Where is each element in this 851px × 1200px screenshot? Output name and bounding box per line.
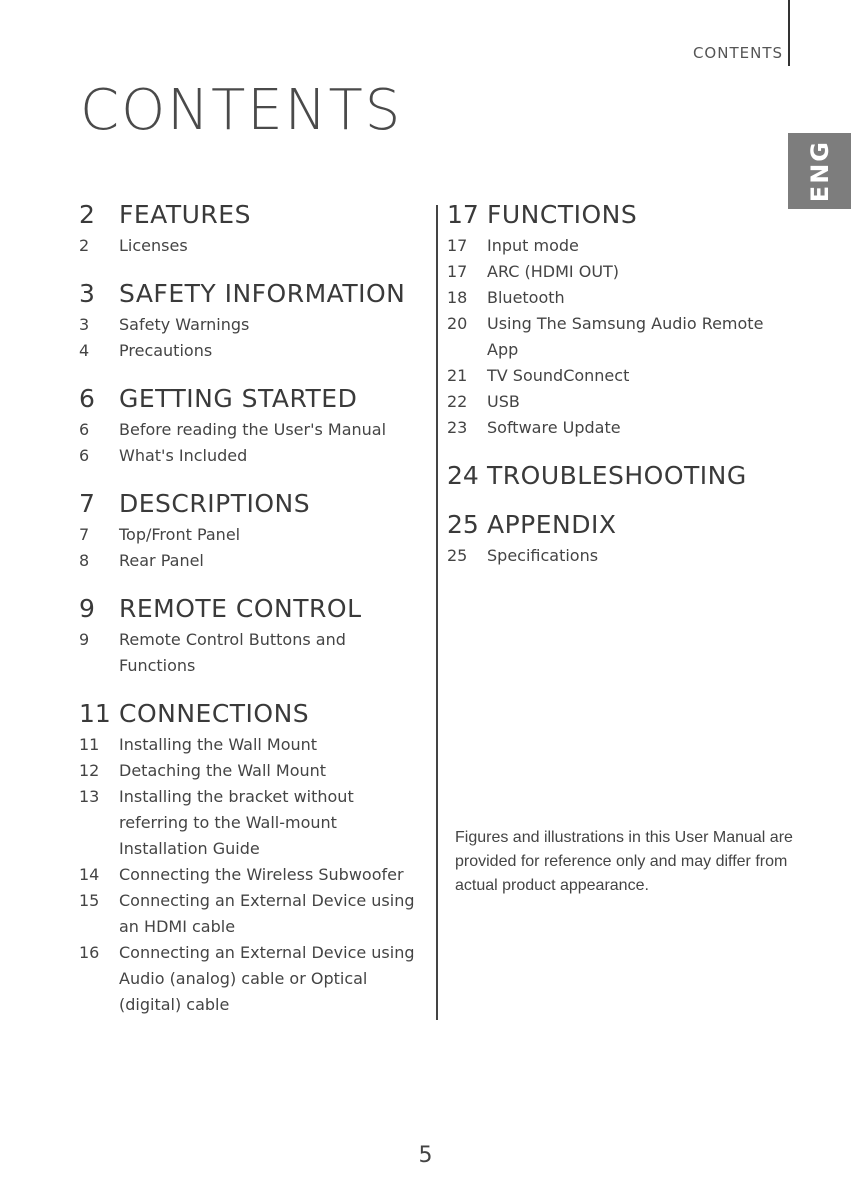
entry-page-number: 23 <box>447 418 468 437</box>
section-heading[interactable] <box>447 200 787 229</box>
entry-title: Top/Front Panel <box>119 525 241 544</box>
section-heading[interactable] <box>79 489 419 518</box>
section-heading[interactable] <box>79 699 419 728</box>
toc-section <box>79 384 419 469</box>
header-rule <box>788 0 790 66</box>
entry-title: Remote Control Buttons and Functions <box>119 630 346 675</box>
section-title: FEATURES <box>119 200 251 229</box>
entry-title: Detaching the Wall Mount <box>119 761 327 780</box>
toc-section <box>79 279 419 364</box>
entry-page-number: 3 <box>79 315 90 334</box>
entry-page-number: 8 <box>79 551 90 570</box>
entry-page-number: 2 <box>79 236 90 255</box>
section-page-number: 25 <box>447 510 479 539</box>
entry-page-number: 16 <box>79 943 100 962</box>
entry-page-number: 22 <box>447 392 468 411</box>
section-page-number: 11 <box>79 699 111 728</box>
section-title: GETTING STARTED <box>119 384 358 413</box>
entry-title: Connecting the Wireless Subwoofer <box>119 865 404 884</box>
section-heading[interactable] <box>447 510 787 539</box>
entry-page-number: 21 <box>447 366 468 385</box>
toc-entry[interactable] <box>79 522 419 548</box>
entry-title: Precautions <box>119 341 213 360</box>
toc-entry[interactable] <box>447 285 787 311</box>
section-heading[interactable] <box>79 384 419 413</box>
entry-title: What's Included <box>119 446 248 465</box>
toc-entry[interactable] <box>79 732 419 758</box>
entry-page-number: 12 <box>79 761 100 780</box>
toc-section <box>79 699 419 1018</box>
language-tab <box>788 133 851 209</box>
entry-title: Bluetooth <box>487 288 565 307</box>
entry-page-number: 11 <box>79 735 100 754</box>
toc-right-column <box>447 200 787 589</box>
page-title: CONTENTS <box>80 78 403 143</box>
running-header: CONTENTS <box>692 44 783 62</box>
entry-title: Software Update <box>487 418 621 437</box>
section-title: REMOTE CONTROL <box>119 594 362 623</box>
section-heading[interactable] <box>79 594 419 623</box>
entry-page-number: 6 <box>79 446 90 465</box>
entry-page-number: 13 <box>79 787 100 806</box>
toc-entry[interactable] <box>79 862 419 888</box>
toc-entry[interactable] <box>79 233 419 259</box>
entry-title: Using The Samsung Audio Remote App <box>487 314 764 359</box>
toc-entry[interactable] <box>79 312 419 338</box>
page-number: 5 <box>418 1143 433 1168</box>
section-page-number: 9 <box>79 594 95 623</box>
entry-title: Installing the Wall Mount <box>119 735 318 754</box>
section-page-number: 7 <box>79 489 95 518</box>
toc-entry[interactable] <box>79 758 419 784</box>
entry-page-number: 17 <box>447 236 468 255</box>
section-page-number: 17 <box>447 200 479 229</box>
section-title: DESCRIPTIONS <box>119 489 311 518</box>
toc-section <box>79 200 419 259</box>
toc-entry[interactable] <box>79 417 419 443</box>
entry-title: Rear Panel <box>119 551 204 570</box>
section-title: SAFETY INFORMATION <box>119 279 406 308</box>
toc-left-column <box>79 200 419 1038</box>
entry-title: Specifications <box>487 546 599 565</box>
section-page-number: 24 <box>447 461 479 490</box>
toc-entry[interactable] <box>79 784 419 862</box>
toc-entry[interactable] <box>79 888 419 940</box>
entry-page-number: 4 <box>79 341 90 360</box>
toc-section <box>447 200 787 441</box>
entry-page-number: 15 <box>79 891 100 910</box>
toc-entry[interactable] <box>79 627 419 679</box>
entry-title: Installing the bracket without referring to the Wall-mount Installation Guide <box>119 787 354 858</box>
language-tab-label: ENG <box>805 139 834 203</box>
section-heading[interactable] <box>79 279 419 308</box>
section-page-number: 3 <box>79 279 95 308</box>
entry-title: Before reading the User's Manual <box>119 420 387 439</box>
toc-entry[interactable] <box>79 940 419 1018</box>
toc-entry[interactable] <box>447 389 787 415</box>
toc-entry[interactable] <box>79 338 419 364</box>
entry-title: ARC (HDMI OUT) <box>487 262 620 281</box>
entry-title: TV SoundConnect <box>487 366 630 385</box>
toc-section <box>447 461 787 490</box>
entry-page-number: 9 <box>79 630 90 649</box>
toc-section <box>79 594 419 679</box>
toc-entry[interactable] <box>447 543 787 569</box>
toc-entry[interactable] <box>447 311 787 363</box>
entry-title: Licenses <box>119 236 188 255</box>
toc-entry[interactable] <box>447 363 787 389</box>
entry-title: Connecting an External Device using an HDMI cable <box>119 891 415 936</box>
section-page-number: 2 <box>79 200 95 229</box>
entry-title: Safety Warnings <box>119 315 250 334</box>
entry-page-number: 7 <box>79 525 90 544</box>
column-divider <box>436 205 438 1020</box>
entry-title: Input mode <box>487 236 579 255</box>
entry-page-number: 17 <box>447 262 468 281</box>
toc-entry[interactable] <box>447 233 787 259</box>
entry-page-number: 18 <box>447 288 468 307</box>
section-title: APPENDIX <box>487 510 617 539</box>
entry-title: Connecting an External Device using Audio (analog) cable or Optical (digital) cable <box>119 943 415 1014</box>
toc-entry[interactable] <box>447 259 787 285</box>
entry-page-number: 6 <box>79 420 90 439</box>
section-heading[interactable] <box>447 461 787 490</box>
disclaimer-note: Figures and illustrations in this User Manual are provided for reference only and may differ from actual product appearance. <box>455 829 793 894</box>
toc-section <box>79 489 419 574</box>
section-title: FUNCTIONS <box>487 200 638 229</box>
entry-page-number: 20 <box>447 314 468 333</box>
toc-entry[interactable] <box>79 443 419 469</box>
entry-page-number: 25 <box>447 546 468 565</box>
toc-entry[interactable] <box>79 548 419 574</box>
toc-section <box>447 510 787 569</box>
section-title: CONNECTIONS <box>119 699 310 728</box>
section-page-number: 6 <box>79 384 95 413</box>
entry-title: USB <box>487 392 520 411</box>
section-title: TROUBLESHOOTING <box>487 461 747 490</box>
toc-entry[interactable] <box>447 415 787 441</box>
section-heading[interactable] <box>79 200 419 229</box>
entry-page-number: 14 <box>79 865 100 884</box>
